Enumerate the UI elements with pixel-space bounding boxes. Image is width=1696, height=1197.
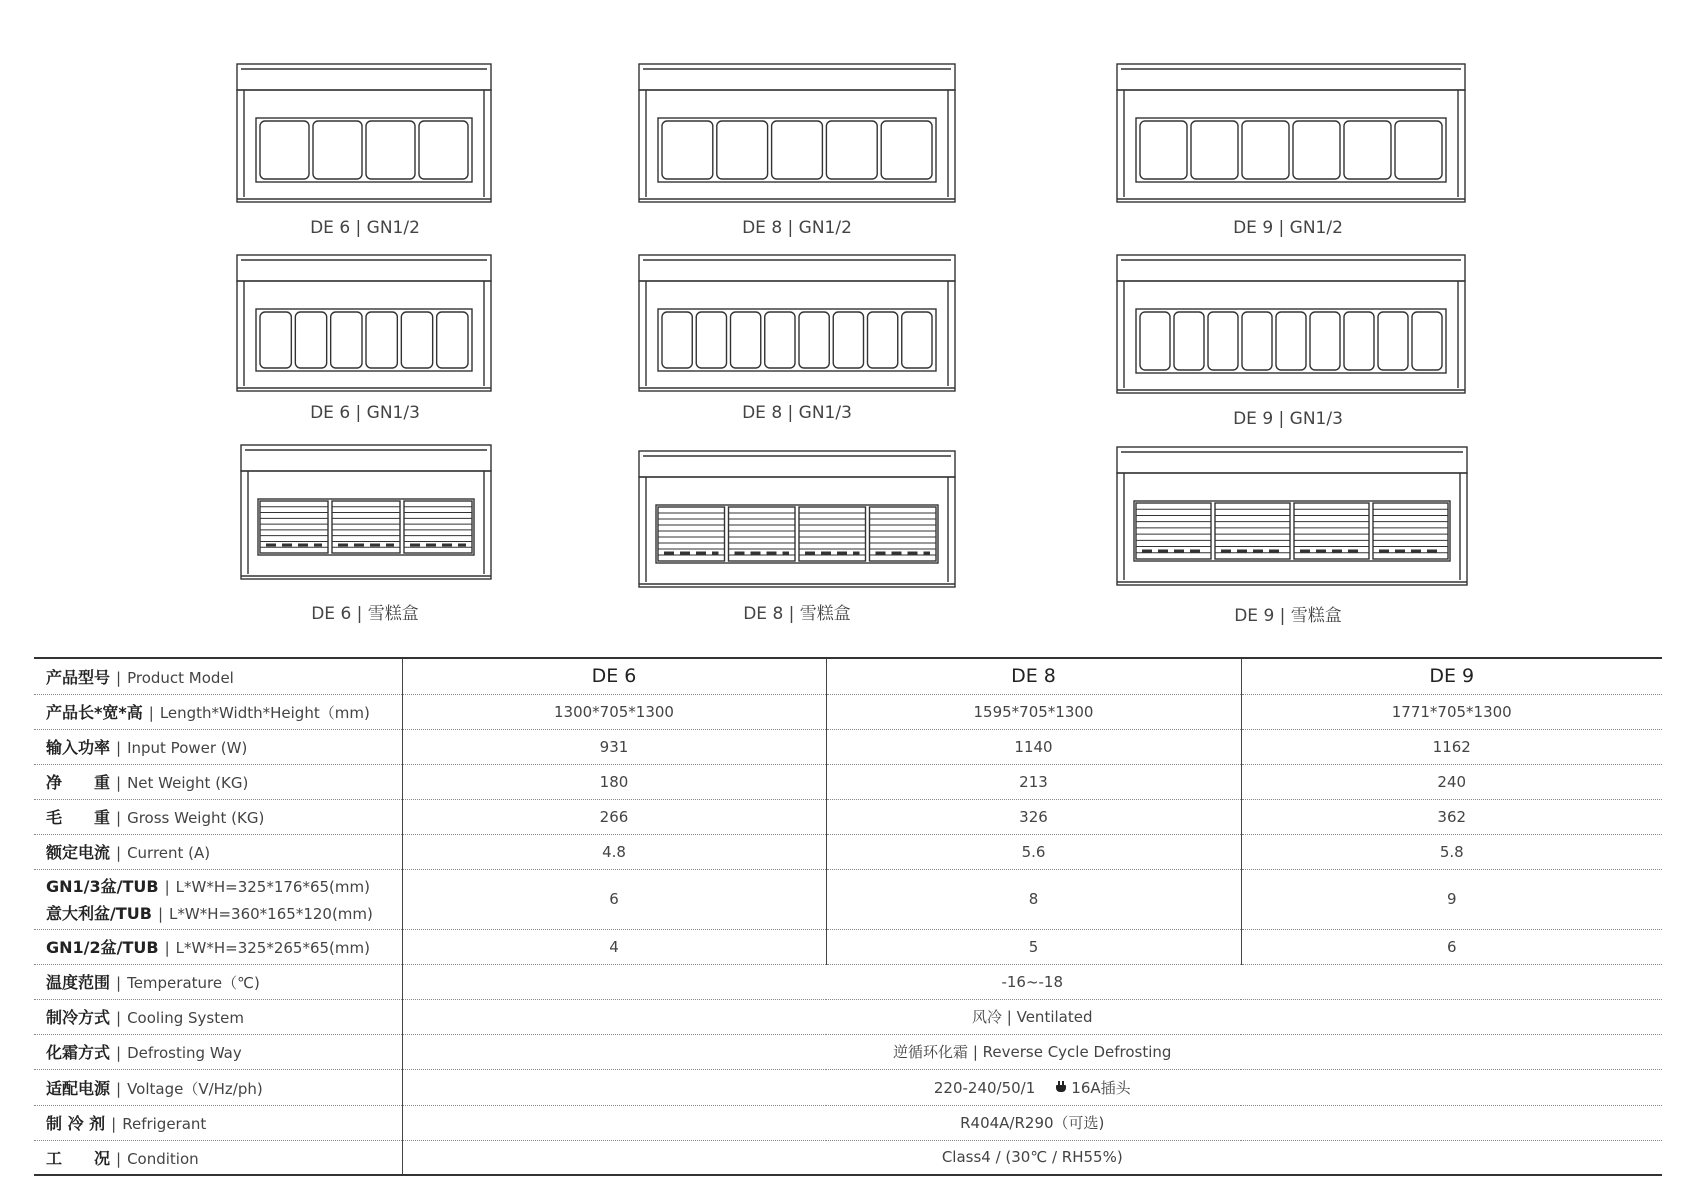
pan	[366, 121, 415, 179]
pan	[1276, 312, 1306, 370]
caption-de8-icecream: DE 8 | 雪糕盒	[743, 604, 851, 624]
spec-value-shared: 逆循环化霜 | Reverse Cycle Defrosting	[402, 1034, 1662, 1069]
voltage-value: 220-240/50/1	[933, 1078, 1036, 1097]
cabinet-drawing-svg	[638, 63, 956, 205]
spec-value-de8: 326	[826, 799, 1241, 834]
separator: |	[111, 1115, 117, 1133]
spec-label-cell	[34, 1140, 402, 1175]
pan	[1395, 121, 1442, 179]
cabinet-drawing-svg	[1116, 63, 1466, 205]
cabinet-lid	[237, 64, 491, 90]
separator: |	[116, 1149, 122, 1168]
spec-label-cn: 毛 重	[46, 808, 111, 827]
pan	[1191, 121, 1238, 179]
drawing-de9-gn12	[1116, 63, 1466, 205]
pan-well	[1136, 309, 1446, 373]
spec-value-de8: 1140	[826, 729, 1241, 764]
pan-well	[658, 118, 936, 182]
spec-value-de6: 931	[402, 729, 826, 764]
spec-value-de6: 1300*705*1300	[402, 694, 826, 729]
spec-label-en: Gross Weight (KG)	[127, 809, 265, 827]
separator: |	[116, 739, 122, 757]
pan	[437, 312, 468, 368]
spec-row-current	[34, 834, 1662, 869]
separator: |	[116, 1009, 122, 1027]
spec-value-de9: 5.8	[1241, 834, 1662, 869]
spec-label-en: Temperature（℃)	[127, 974, 260, 992]
spec-row-refrigerant	[34, 1105, 1662, 1140]
cabinet-drawing-svg	[1116, 254, 1466, 396]
separator: |	[164, 878, 170, 896]
spec-row-cooling	[34, 999, 1662, 1034]
pan	[366, 312, 397, 368]
cabinet-body	[1117, 90, 1465, 202]
cabinet-drawing-svg	[638, 450, 956, 590]
spec-value-de8: 213	[826, 764, 1241, 799]
spec-label-en: Refrigerant	[122, 1115, 207, 1133]
spec-value-de9: 6	[1241, 929, 1662, 964]
spec-row-input-power	[34, 729, 1662, 764]
spec-label-cell	[34, 834, 402, 869]
cabinet-lid	[1117, 64, 1465, 90]
spec-row-voltage	[34, 1069, 1662, 1105]
drawing-de6-gn12	[236, 63, 492, 205]
spec-label-cell	[34, 1034, 402, 1069]
spec-value-shared: 风冷 | Ventilated	[402, 999, 1662, 1034]
spec-label-en: Current (A)	[127, 844, 211, 862]
separator: |	[116, 1079, 122, 1098]
pan	[419, 121, 468, 179]
model-header-de8: DE 8	[826, 658, 1241, 694]
spec-table	[34, 657, 1662, 1176]
spec-value-de9: 1162	[1241, 729, 1662, 764]
cabinet-body	[237, 281, 491, 391]
spec-row-defrosting	[34, 1034, 1662, 1069]
cabinet-body	[639, 90, 955, 202]
pan	[1242, 312, 1272, 370]
caption-de9-icecream: DE 9 | 雪糕盒	[1234, 606, 1342, 626]
spec-label-en: Voltage（V/Hz/ph)	[127, 1079, 263, 1098]
spec-value-de8: 1595*705*1300	[826, 694, 1241, 729]
caption-de6-gn13: DE 6 | GN1/3	[310, 403, 420, 423]
caption-de6-icecream: DE 6 | 雪糕盒	[311, 604, 419, 624]
spec-row-gross-weight	[34, 799, 1662, 834]
pan-well	[658, 309, 936, 371]
spec-row-dimensions	[34, 694, 1662, 729]
caption-de6-gn12: DE 6 | GN1/2	[310, 218, 420, 238]
spec-value-de6: 4.8	[402, 834, 826, 869]
cabinet-lid	[1117, 447, 1467, 473]
spec-label-cn: 产品长*宽*高	[46, 703, 143, 722]
pan-well	[1136, 118, 1446, 182]
spec-row-gn13-tubs	[34, 869, 1662, 929]
spec-value-de6: 6	[402, 869, 826, 929]
spec-value-de9: 1771*705*1300	[1241, 694, 1662, 729]
spec-label-cn: 产品型号	[46, 667, 111, 687]
separator: |	[116, 774, 122, 792]
pan	[1310, 312, 1340, 370]
spec-label-en: Input Power (W)	[127, 739, 248, 757]
pan	[331, 312, 362, 368]
cabinet-lid	[241, 445, 491, 471]
spec-value-de6: 180	[402, 764, 826, 799]
spec-label-cn: GN1/2盆/TUB	[46, 938, 159, 957]
cabinet-body	[237, 90, 491, 202]
spec-label-en: Cooling System	[127, 1009, 244, 1027]
spec-label-cn: 输入功率	[46, 738, 111, 757]
spec-label-cn: 额定电流	[46, 843, 111, 862]
pan	[799, 312, 829, 368]
pan	[731, 312, 761, 368]
cabinet-lid	[237, 255, 491, 281]
spec-header-row	[34, 658, 1662, 694]
spec-label-cn: 化霜方式	[46, 1043, 111, 1062]
cabinet-drawing-svg	[1116, 446, 1468, 588]
cabinet-body	[1117, 473, 1467, 585]
spec-label-cell	[34, 929, 402, 964]
spec-label-cell	[34, 799, 402, 834]
pan	[1378, 312, 1408, 370]
pan	[833, 312, 863, 368]
spec-row-net-weight	[34, 764, 1662, 799]
spec-label-en: L*W*H=325*265*65(mm)	[175, 939, 370, 957]
spec-row-gn12-tubs	[34, 929, 1662, 964]
cabinet-drawing-svg	[236, 254, 492, 394]
spec-label-cn: 制 冷 剂	[46, 1114, 106, 1133]
spec-label-cn: 意大利盆/TUB	[46, 904, 152, 923]
caption-de8-gn12: DE 8 | GN1/2	[742, 218, 852, 238]
pan	[1344, 121, 1391, 179]
caption-de9-gn13: DE 9 | GN1/3	[1233, 409, 1343, 429]
spec-label-cell	[34, 964, 402, 999]
pan	[902, 312, 932, 368]
cabinet-lid	[639, 451, 955, 477]
pan	[401, 312, 432, 368]
separator: |	[116, 844, 122, 862]
pan	[1242, 121, 1289, 179]
spec-label-en: Length*Width*Height（mm)	[159, 704, 370, 722]
spec-label-cell	[34, 729, 402, 764]
spec-value-de8: 5.6	[826, 834, 1241, 869]
pan-well	[256, 118, 472, 182]
spec-label-en: Condition	[127, 1149, 199, 1168]
drawing-de9-icecream	[1116, 446, 1468, 588]
spec-label-cell	[34, 869, 402, 929]
cabinet-drawing-svg	[240, 444, 492, 582]
spec-value-de8: 8	[826, 869, 1241, 929]
spec-label-cell	[34, 658, 402, 694]
pan	[765, 312, 795, 368]
pan	[260, 121, 309, 179]
pan	[1344, 312, 1374, 370]
spec-value-shared	[402, 1069, 1662, 1105]
drawing-de6-gn13	[236, 254, 492, 394]
separator: |	[164, 939, 170, 957]
pan	[826, 121, 877, 179]
pan	[295, 312, 326, 368]
drawing-de8-gn13	[638, 254, 956, 394]
spec-value-shared: Class4 / (30℃ / RH55%)	[402, 1140, 1662, 1175]
drawing-de6-icecream	[240, 444, 492, 582]
pan	[260, 312, 291, 368]
pan	[662, 121, 713, 179]
spec-label-cn: 适配电源	[46, 1078, 111, 1098]
pan	[717, 121, 768, 179]
pan	[1293, 121, 1340, 179]
spec-label-cell	[34, 694, 402, 729]
spec-row-condition	[34, 1140, 1662, 1175]
spec-label-cn: 温度范围	[46, 973, 111, 992]
caption-de9-gn12: DE 9 | GN1/2	[1233, 218, 1343, 238]
pan	[1140, 121, 1187, 179]
pan	[772, 121, 823, 179]
spec-label-en: Defrosting Way	[127, 1044, 242, 1062]
cabinet-body	[241, 471, 491, 579]
pan	[881, 121, 932, 179]
spec-label-en: Product Model	[127, 668, 234, 687]
spec-label-en: Net Weight (KG)	[127, 774, 249, 792]
spec-row-temperature	[34, 964, 1662, 999]
spec-label-en: L*W*H=360*165*120(mm)	[169, 905, 373, 923]
spec-value-shared: -16~-18	[402, 964, 1662, 999]
separator: |	[116, 1044, 122, 1062]
model-header-de9: DE 9	[1241, 658, 1662, 694]
spec-label-cn: GN1/3盆/TUB	[46, 877, 159, 896]
cabinet-lid	[639, 255, 955, 281]
plug-icon	[1055, 1081, 1067, 1095]
separator: |	[148, 704, 154, 722]
spec-value-de9: 9	[1241, 869, 1662, 929]
spec-label-cn: 净 重	[46, 773, 111, 792]
cabinet-drawing-svg	[638, 254, 956, 394]
pan	[1208, 312, 1238, 370]
separator: |	[116, 974, 122, 992]
caption-de8-gn13: DE 8 | GN1/3	[742, 403, 852, 423]
separator: |	[116, 809, 122, 827]
spec-value-de6: 4	[402, 929, 826, 964]
spec-value-shared: R404A/R290（可选)	[402, 1105, 1662, 1140]
drawing-de9-gn13	[1116, 254, 1466, 396]
cabinet-lid	[1117, 255, 1465, 281]
pan	[868, 312, 898, 368]
cabinet-body	[639, 281, 955, 391]
spec-value-de6: 266	[402, 799, 826, 834]
spec-label-cell	[34, 764, 402, 799]
cabinet-drawing-svg	[236, 63, 492, 205]
spec-label-en: L*W*H=325*176*65(mm)	[175, 878, 370, 896]
pan	[313, 121, 362, 179]
pan	[1412, 312, 1442, 370]
spec-value-de8: 5	[826, 929, 1241, 964]
pan	[696, 312, 726, 368]
tub-well	[258, 499, 474, 555]
pan	[662, 312, 692, 368]
spec-label-cell	[34, 1105, 402, 1140]
spec-label-cn: 工 况	[46, 1148, 111, 1168]
spec-value-de9: 362	[1241, 799, 1662, 834]
spec-label-cn: 制冷方式	[46, 1008, 111, 1027]
cabinet-lid	[639, 64, 955, 90]
spec-label-cell	[34, 1069, 402, 1105]
pan	[1140, 312, 1170, 370]
pan	[1174, 312, 1204, 370]
drawing-de8-gn12	[638, 63, 956, 205]
spec-label-cell	[34, 999, 402, 1034]
plug-value: 16A插头	[1071, 1078, 1131, 1097]
separator: |	[116, 668, 122, 687]
pan-well	[256, 309, 472, 371]
separator: |	[157, 905, 164, 923]
model-header-de6: DE 6	[402, 658, 826, 694]
cabinet-body	[639, 477, 955, 587]
spec-value-de9: 240	[1241, 764, 1662, 799]
drawing-de8-icecream	[638, 450, 956, 590]
cabinet-body	[1117, 281, 1465, 393]
